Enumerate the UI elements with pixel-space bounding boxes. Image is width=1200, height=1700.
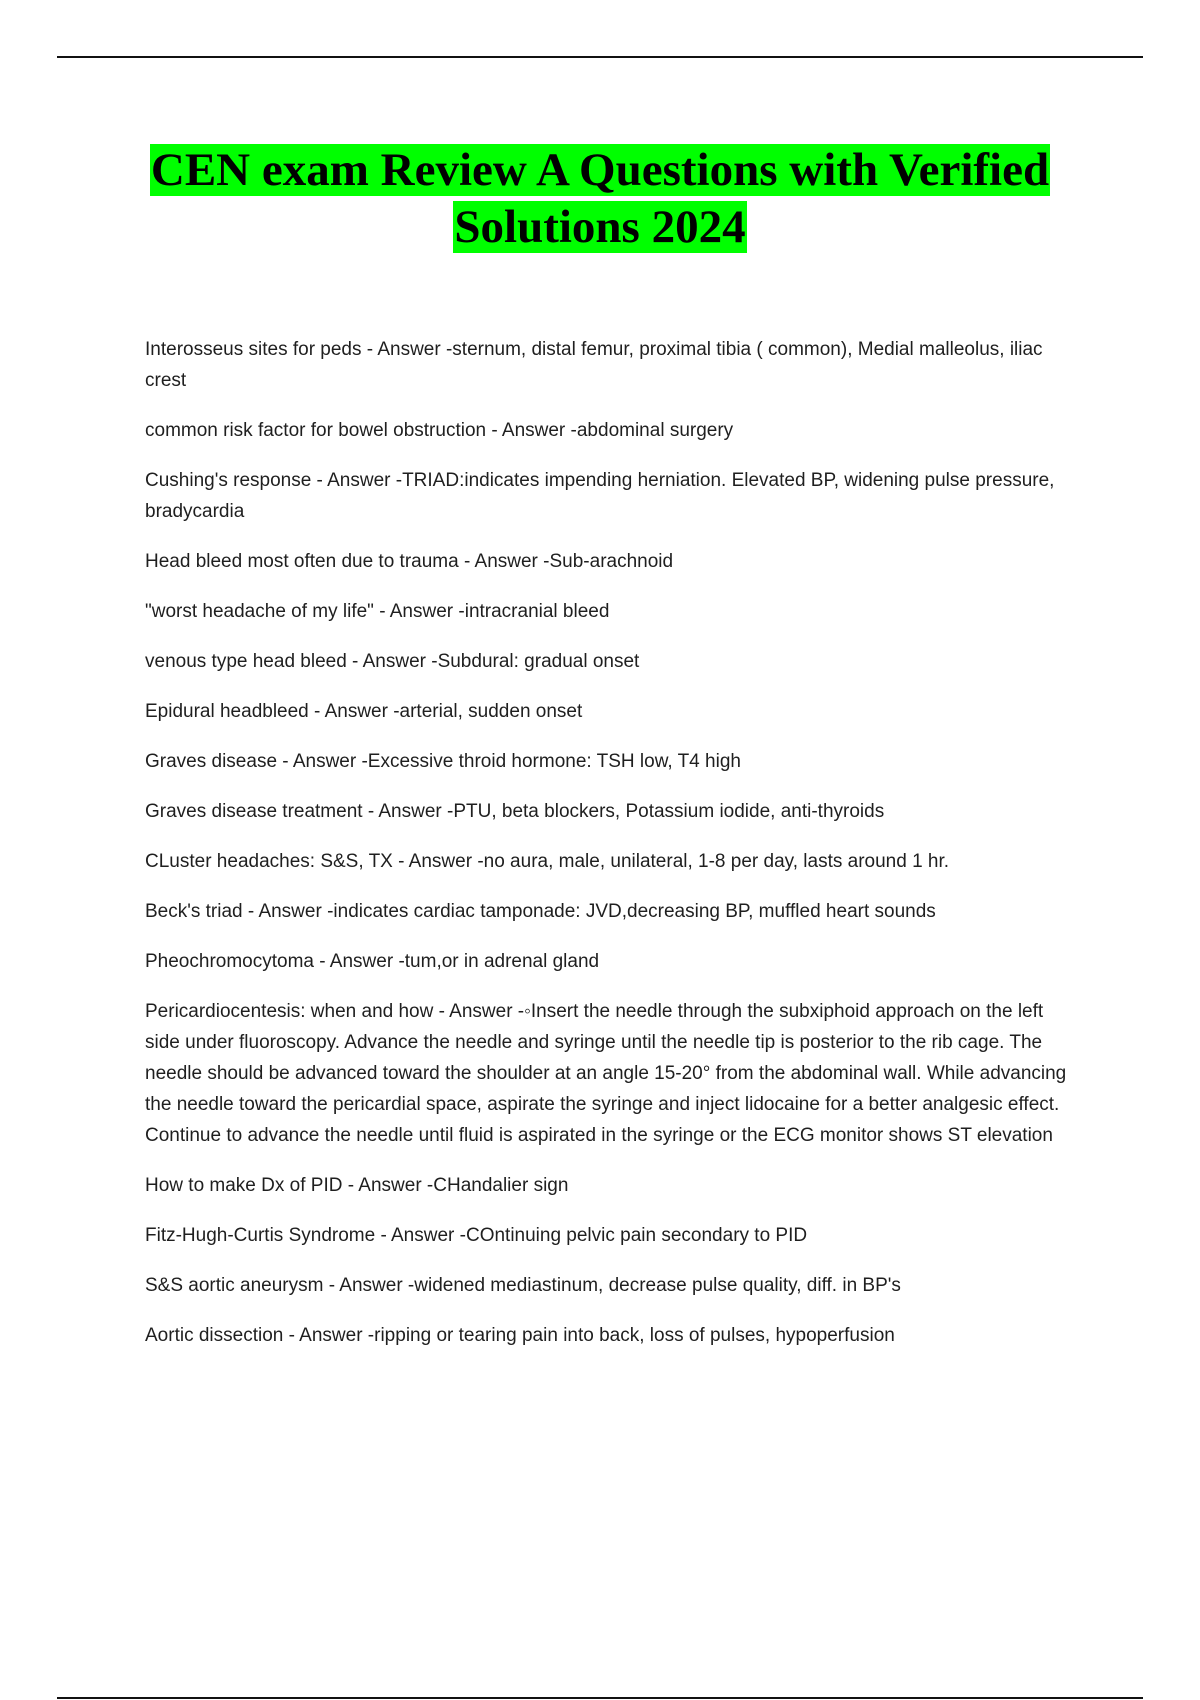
qa-item: Fitz-Hugh-Curtis Syndrome - Answer -COntinuing pelvic pain secondary to PID <box>145 1225 808 1246</box>
qa-item: Beck's triad - Answer -indicates cardiac tamponade: JVD,decreasing BP, muffled heart sounds <box>145 901 936 922</box>
qa-item: "worst headache of my life" - Answer -intracranial bleed <box>145 601 610 622</box>
top-divider <box>57 56 1143 58</box>
qa-item: CLuster headaches: S&S, TX - Answer -no aura, male, unilateral, 1-8 per day, lasts around 1 hr. <box>145 851 950 872</box>
page-title <box>100 142 1100 256</box>
qa-item: Epidural headbleed - Answer -arterial, sudden onset <box>145 701 583 722</box>
qa-item: venous type head bleed - Answer -Subdural: gradual onset <box>145 651 640 672</box>
qa-item: Pericardiocentesis: when and how - Answer -◦Insert the needle through the subxiphoid approach on the left side under fluoroscopy. Advance the needle and syringe until the needle tip is posterior to the rib cage. The needle should be advanced toward the shoulder at an angle 15-20° from the abdominal wall. While advancing the needle toward the pericardial space, aspirate the syringe and inject lidocaine for a better analgesic effect. Continue to advance the needle until fluid is aspirated in the syringe or the ECG monitor shows ST elevation <box>145 1001 1067 1146</box>
qa-item: S&S aortic aneurysm - Answer -widened mediastinum, decrease pulse quality, diff. in BP's <box>145 1275 901 1296</box>
qa-item: Head bleed most often due to trauma - Answer -Sub-arachnoid <box>145 551 674 572</box>
bottom-divider <box>57 1697 1143 1699</box>
qa-item: Cushing's response - Answer -TRIAD:indicates impending herniation. Elevated BP, widening pulse pressure, bradycardia <box>145 470 1055 522</box>
qa-list <box>145 334 1080 1370</box>
title-line-1: CEN exam Review A Questions with Verified <box>150 144 1050 196</box>
qa-item: Interosseus sites for peds - Answer -sternum, distal femur, proximal tibia ( common), Medial malleolus, iliac crest <box>145 339 1043 391</box>
title-line-2: Solutions 2024 <box>454 201 746 253</box>
qa-item: common risk factor for bowel obstruction - Answer -abdominal surgery <box>145 420 734 441</box>
qa-item: Graves disease treatment - Answer -PTU, beta blockers, Potassium iodide, anti-thyroids <box>145 801 885 822</box>
qa-item: How to make Dx of PID - Answer -CHandalier sign <box>145 1175 569 1196</box>
qa-item: Aortic dissection - Answer -ripping or tearing pain into back, loss of pulses, hypoperfusion <box>145 1325 895 1346</box>
qa-item: Graves disease - Answer -Excessive throid hormone: TSH low, T4 high <box>145 751 741 772</box>
qa-item: Pheochromocytoma - Answer -tum,or in adrenal gland <box>145 951 600 972</box>
